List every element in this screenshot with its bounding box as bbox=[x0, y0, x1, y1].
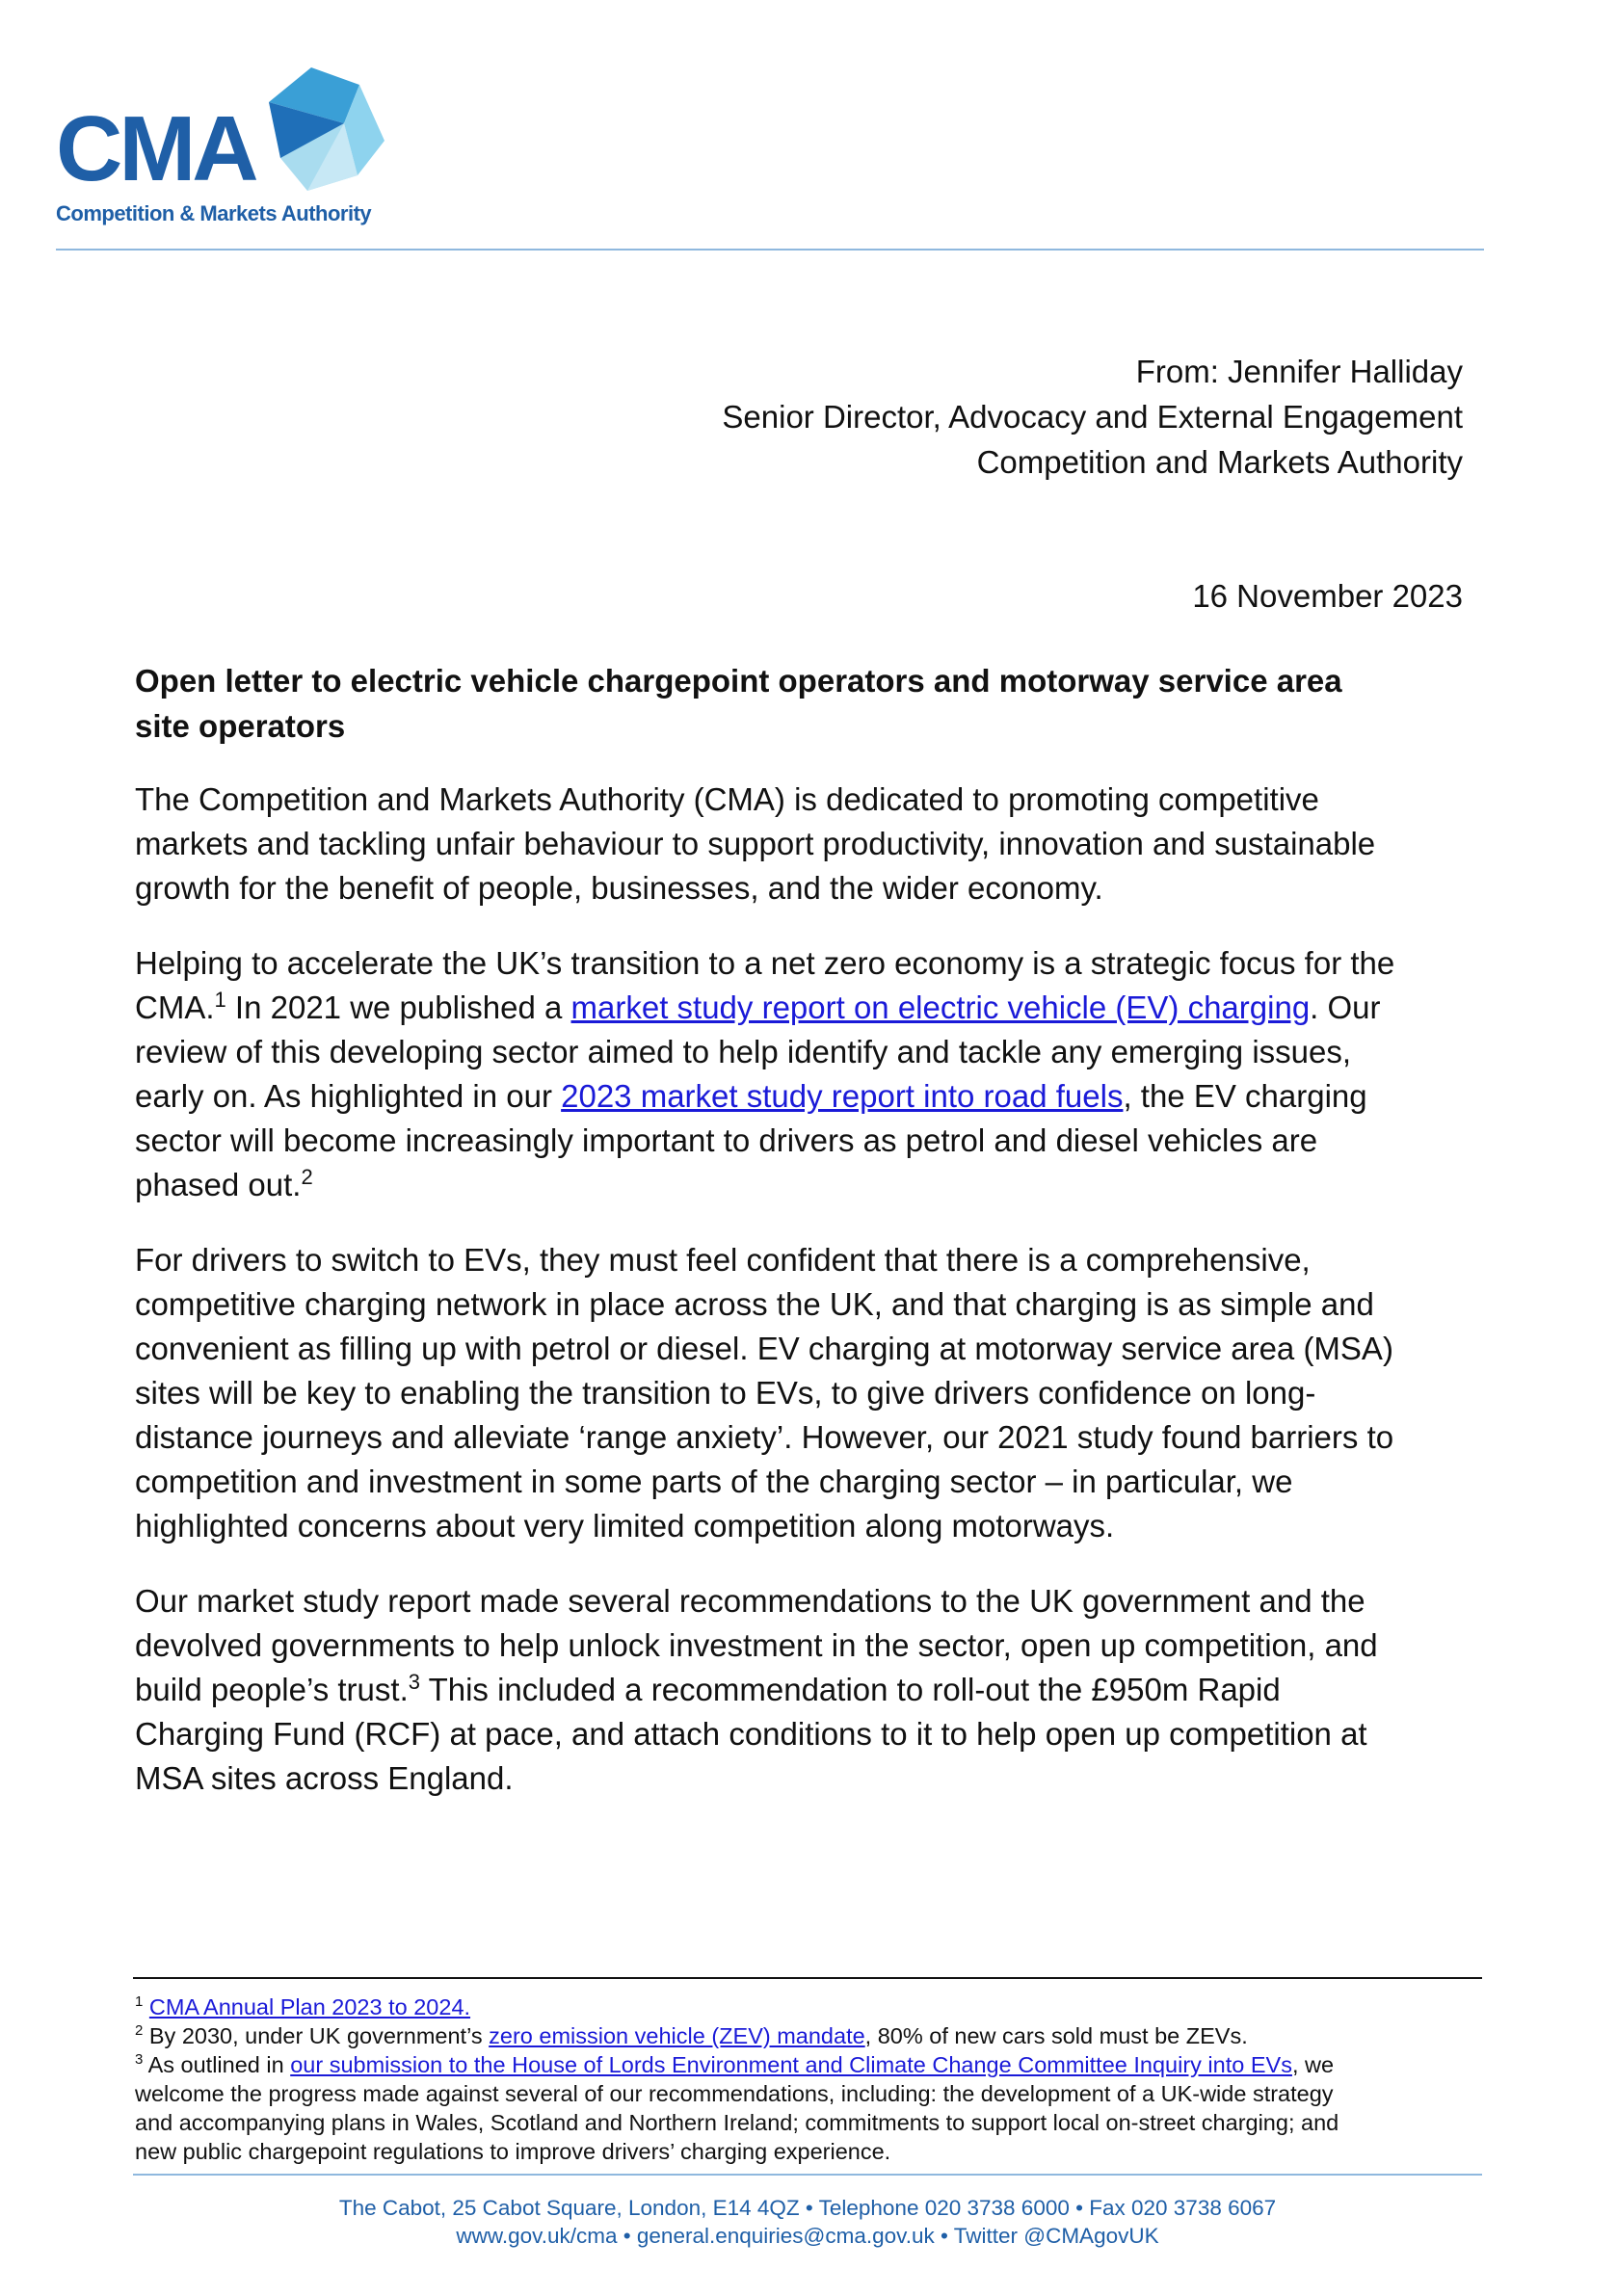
text-line: convenient as filling up with petrol or diesel. EV charging at motorway service area (MSA) bbox=[135, 1331, 1393, 1366]
annual-plan-link[interactable]: CMA Annual Plan 2023 to 2024. bbox=[148, 1994, 471, 2019]
logo-wordmark: CMA bbox=[56, 97, 255, 200]
text-line: phased out. bbox=[135, 1167, 302, 1202]
text-line: devolved governments to help unlock investment in the sector, open up competition, and bbox=[135, 1627, 1378, 1663]
zev-mandate-link[interactable]: zero emission vehicle (ZEV) mandate bbox=[489, 2023, 865, 2048]
text-line: distance journeys and alleviate ‘range anxiety’. However, our 2021 study found barriers to bbox=[135, 1419, 1394, 1455]
paragraph-2 bbox=[135, 941, 1465, 1207]
footnote-2 bbox=[135, 2021, 1484, 2050]
footnote-text: new public chargepoint regulations to improve drivers’ charging experience. bbox=[135, 2139, 891, 2164]
footnote-divider bbox=[133, 1977, 1482, 1979]
page-footer bbox=[133, 2194, 1482, 2250]
footnote-text: By 2030, under UK government’s bbox=[143, 2023, 490, 2048]
letter-title bbox=[135, 658, 1465, 749]
road-fuels-report-link[interactable]: 2023 market study report into road fuels bbox=[561, 1078, 1124, 1114]
footnote-ref-3[interactable]: 3 bbox=[408, 1670, 420, 1694]
text-line: MSA sites across England. bbox=[135, 1760, 514, 1796]
text-line: Our market study report made several recommendations to the UK government and the bbox=[135, 1583, 1365, 1619]
ev-charging-report-link[interactable]: market study report on electric vehicle (EV) charging bbox=[570, 990, 1311, 1025]
text-line: CMA. bbox=[135, 990, 215, 1025]
text-line: competition and investment in some parts of the charging sector – in particular, we bbox=[135, 1464, 1293, 1499]
text-line: highlighted concerns about very limited competition along motorways. bbox=[135, 1508, 1115, 1544]
footnote-3 bbox=[135, 2050, 1484, 2166]
text-line: sector will become increasingly important to drivers as petrol and diesel vehicles are bbox=[135, 1122, 1318, 1158]
letter-body bbox=[135, 658, 1465, 1832]
sender-name: From: Jennifer Halliday bbox=[1135, 354, 1463, 389]
footnote-number: 2 bbox=[135, 2022, 144, 2040]
text-line: growth for the benefit of people, businesses, and the wider economy. bbox=[135, 870, 1103, 906]
text-line: Helping to accelerate the UK’s transition to a net zero economy is a strategic focus for the bbox=[135, 945, 1395, 981]
footnote-ref-2[interactable]: 2 bbox=[301, 1165, 313, 1189]
footnote-text: , we bbox=[1291, 2052, 1335, 2077]
footer-divider bbox=[133, 2174, 1482, 2176]
cma-logo-mark-icon bbox=[252, 64, 386, 198]
logo-subtitle: Competition & Markets Authority bbox=[56, 201, 372, 225]
text-line: markets and tackling unfair behaviour to support productivity, innovation and sustainable bbox=[135, 826, 1376, 861]
text-line: review of this developing sector aimed to help identify and tackle any emerging issues, bbox=[135, 1034, 1352, 1069]
footnote-text: and accompanying plans in Wales, Scotland and Northern Ireland; commitments to support local on-street charging; and bbox=[135, 2110, 1339, 2135]
footnote-text: , 80% of new cars sold must be ZEVs. bbox=[864, 2023, 1248, 2048]
title-line: site operators bbox=[135, 708, 346, 744]
footnotes bbox=[135, 1993, 1484, 2166]
footer-address: The Cabot, 25 Cabot Square, London, E14 4QZ • Telephone 020 3738 6000 • Fax 020 3738 6067 bbox=[338, 2196, 1277, 2220]
footnote-number: 3 bbox=[135, 2051, 144, 2069]
paragraph-1 bbox=[135, 778, 1465, 910]
lords-submission-link[interactable]: our submission to the House of Lords Environment and Climate Change Committee Inquiry into EVs bbox=[290, 2052, 1292, 2077]
footnote-text: welcome the progress made against several of our recommendations, including: the development of a UK-wide strategy bbox=[135, 2081, 1334, 2106]
text-line: , the EV charging bbox=[1123, 1078, 1367, 1114]
text-line: For drivers to switch to EVs, they must feel confident that there is a comprehensive, bbox=[135, 1242, 1311, 1278]
paragraph-3 bbox=[135, 1238, 1465, 1548]
header-divider bbox=[56, 249, 1484, 251]
text-line: The Competition and Markets Authority (CMA) is dedicated to promoting competitive bbox=[135, 781, 1319, 817]
text-line: This included a recommendation to roll-out the £950m Rapid bbox=[420, 1672, 1281, 1707]
footer-contacts: www.gov.uk/cma • general.enquiries@cma.gov.uk • Twitter @CMAgovUK bbox=[456, 2224, 1159, 2248]
text-line: Charging Fund (RCF) at pace, and attach conditions to it to help open up competition at bbox=[135, 1716, 1367, 1752]
footnote-number: 1 bbox=[135, 1993, 144, 2011]
cma-logo bbox=[54, 60, 386, 228]
text-line: In 2021 we published a bbox=[225, 990, 571, 1025]
paragraph-4 bbox=[135, 1579, 1465, 1801]
sender-block bbox=[722, 349, 1463, 485]
text-line: build people’s trust. bbox=[135, 1672, 409, 1707]
text-line: sites will be key to enabling the transition to EVs, to give drivers confidence on long- bbox=[135, 1375, 1316, 1411]
footnote-1 bbox=[135, 1993, 1484, 2021]
text-line: early on. As highlighted in our bbox=[135, 1078, 562, 1114]
sender-organisation: Competition and Markets Authority bbox=[976, 444, 1463, 480]
footnote-text: As outlined in bbox=[143, 2052, 291, 2077]
letter-date: 16 November 2023 bbox=[1192, 578, 1463, 614]
sender-role: Senior Director, Advocacy and External Engagement bbox=[722, 399, 1463, 435]
title-line: Open letter to electric vehicle chargepoint operators and motorway service area bbox=[135, 663, 1342, 699]
footnote-ref-1[interactable]: 1 bbox=[214, 988, 226, 1012]
text-line: . Our bbox=[1310, 990, 1381, 1025]
text-line: competitive charging network in place across the UK, and that charging is as simple and bbox=[135, 1286, 1374, 1322]
